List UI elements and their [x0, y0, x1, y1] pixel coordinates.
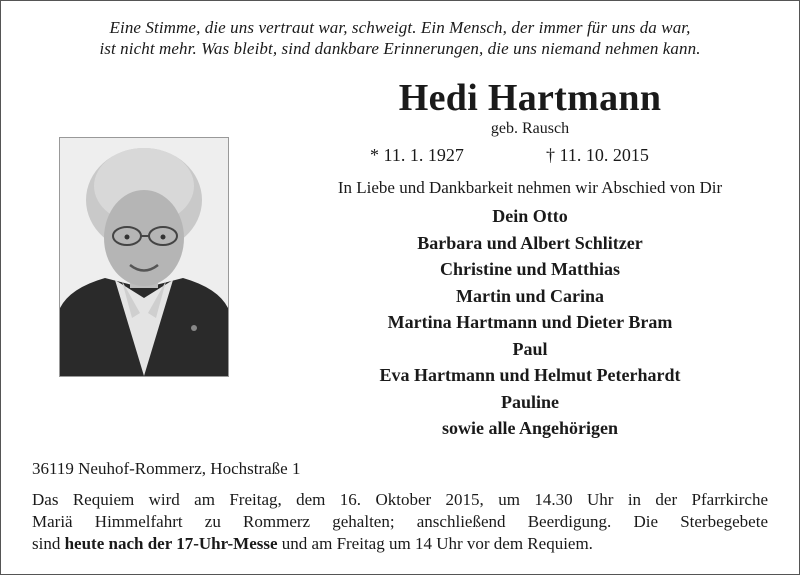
notice-text: und am Freitag um 14 Uhr vor dem Requiem. [277, 534, 593, 553]
portrait-image [60, 138, 228, 376]
mourner-line: Eva Hartmann und Helmut Peterhardt [379, 365, 681, 385]
mourner-line: Paul [512, 338, 548, 359]
notice-text: sind [32, 534, 65, 553]
mourner-line: sowie alle Angehörigen [442, 418, 618, 438]
farewell-intro: In Liebe und Dankbarkeit nehmen wir Abschied von Dir [337, 178, 723, 197]
memorial-quote [0, 17, 800, 59]
notice-line [32, 533, 768, 555]
birth-date: * 11. 1. 1927 [370, 145, 464, 165]
death-date: † 11. 10. 2015 [546, 145, 649, 165]
notice-highlight: heute nach der 17-Uhr-Messe [64, 534, 278, 553]
portrait-photo [59, 137, 229, 377]
quote-line: ist nicht mehr. Was bleibt, sind dankbare Erinnerungen, die uns niemand nehmen kann. [99, 39, 701, 58]
mourner-line: Barbara und Albert Schlitzer [417, 232, 643, 253]
family-address: 36119 Neuhof-Rommerz, Hochstraße 1 [32, 459, 301, 478]
birth-name: geb. Rausch [490, 120, 570, 137]
notice-line: Das Requiem wird am Freitag, dem 16. Oktober 2015, um 14.30 Uhr in der Pfarrkirche [32, 490, 768, 509]
mourner-line: Pauline [500, 391, 559, 412]
mourner-line: Martin und Carina [455, 285, 605, 306]
mourners-list [270, 203, 790, 442]
quote-line: Eine Stimme, die uns vertraut war, schweigt. Ein Mensch, der immer für uns da war, [109, 18, 691, 37]
mourner-line: Martina Hartmann und Dieter Bram [387, 312, 673, 332]
life-dates [270, 143, 790, 169]
funeral-notice [32, 489, 768, 555]
deceased-name: Hedi Hartmann [398, 77, 662, 119]
mourner-line: Christine und Matthias [439, 259, 621, 279]
notice-line: Mariä Himmelfahrt zu Rommerz gehalten; anschließend Beerdigung. Die Sterbegebete [32, 512, 768, 531]
mourner-line: Dein Otto [492, 206, 568, 226]
obituary-main [270, 76, 790, 442]
